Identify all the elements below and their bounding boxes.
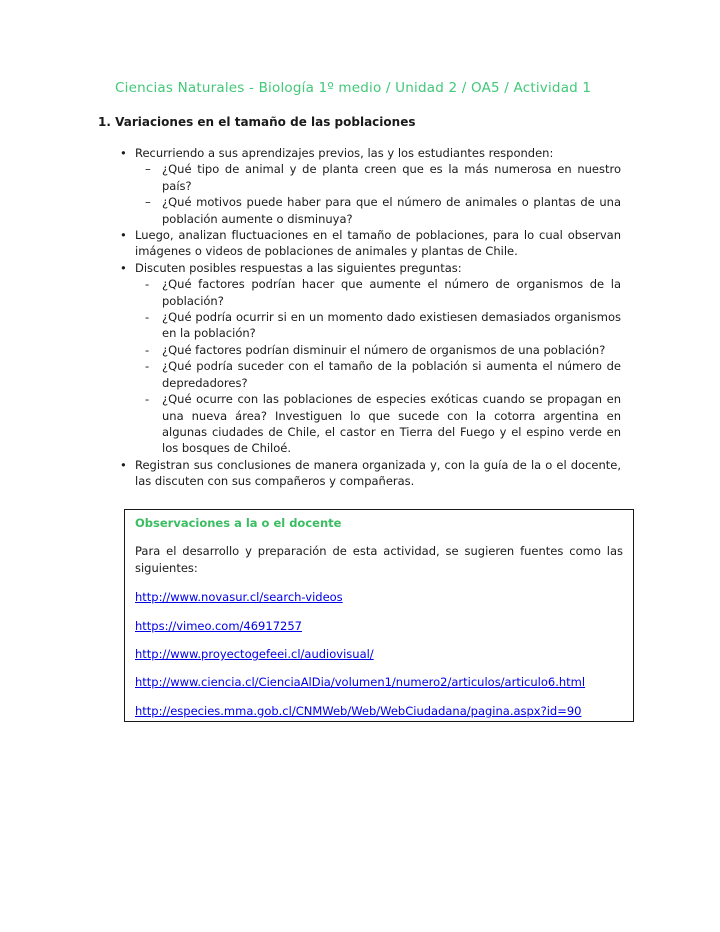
list-item [120,457,621,490]
list-item-text: ¿Qué factores podrían disminuir el número de organismos de una población? [162,342,606,357]
dash-marker: - [145,277,150,292]
list-item [145,309,621,342]
teacher-observations-box [124,509,634,722]
activity-list [120,145,621,490]
bullet-marker: • [120,260,127,275]
list-item [145,358,621,391]
page-title: Ciencias Naturales - Biología 1º medio / Unidad 2 / OA5 / Actividad 1 [115,80,592,96]
list-item [145,194,621,227]
list-item [120,260,621,276]
list-item-text: ¿Qué podría suceder con el tamaño de la población si aumenta el número de depredadores? [162,359,621,390]
list-item-text: Luego, analizan fluctuaciones en el tamaño de poblaciones, para lo cual observan imágenes o videos de poblaciones de animales y plantas de Chile. [135,228,621,259]
source-link-vimeo[interactable]: https://vimeo.com/46917257 [135,618,302,633]
source-link-ciencia-al-dia[interactable]: http://www.ciencia.cl/CienciaAlDia/volumen1/numero2/articulos/articulo6.html [135,675,586,690]
list-item-text: ¿Qué tipo de animal y de planta creen que es la más numerosa en nuestro país? [162,162,621,193]
bullet-marker: • [120,146,127,160]
dash-marker: - [145,392,150,407]
list-item [145,161,621,194]
source-link-novasur[interactable]: http://www.novasur.cl/search-videos [135,590,343,605]
bullet-marker: • [120,228,127,243]
link-row [135,646,623,674]
list-item [145,342,621,358]
dash-marker: - [145,310,150,325]
list-item-text: Recurriendo a sus aprendizajes previos, las y los estudiantes responden: [135,146,554,160]
list-item [145,391,621,457]
source-link-especies-mma[interactable]: http://especies.mma.gob.cl/CNMWeb/Web/WebCiudadana/pagina.aspx?id=90 [135,703,582,718]
teacher-box-intro: Para el desarrollo y preparación de esta actividad, se sugieren fuentes como las siguientes: [135,544,623,575]
list-item [120,227,621,260]
source-link-proyectogefeei[interactable]: http://www.proyectogefeei.cl/audiovisual/ [135,647,374,662]
dash-marker: - [145,342,150,357]
list-item-text: Discuten posibles respuestas a las siguientes preguntas: [135,260,462,275]
section-heading: 1. Variaciones en el tamaño de las poblaciones [98,115,416,129]
link-row [135,589,623,617]
bullet-marker: • [120,457,127,472]
link-row [135,618,623,646]
dash-marker: - [145,359,150,374]
list-item [145,276,621,309]
teacher-box-title: Observaciones a la o el docente [135,516,342,530]
link-row [135,703,623,731]
link-row [135,674,623,702]
dash-marker: – [145,162,151,177]
dash-marker: – [145,195,151,210]
list-item-text: ¿Qué podría ocurrir si en un momento dado existiesen demasiados organismos en la población? [162,310,621,341]
list-item-text: ¿Qué ocurre con las poblaciones de especies exóticas cuando se propagan en una nueva área? Investiguen lo que sucede con la cotorra argentina en algunas ciudades de Chile, el castor en Tierra del Fuego y el espino verde en los bosques de Chiloé. [162,392,621,456]
list-item-text: ¿Qué factores podrían hacer que aumente el número de organismos de la población? [162,277,621,308]
list-item [120,145,621,161]
list-item-text: ¿Qué motivos puede haber para que el número de animales o plantas de una población aumente o disminuya? [162,195,621,226]
list-item-text: Registran sus conclusiones de manera organizada y, con la guía de la o el docente, las discuten con sus compañeros y compañeras. [135,457,621,489]
